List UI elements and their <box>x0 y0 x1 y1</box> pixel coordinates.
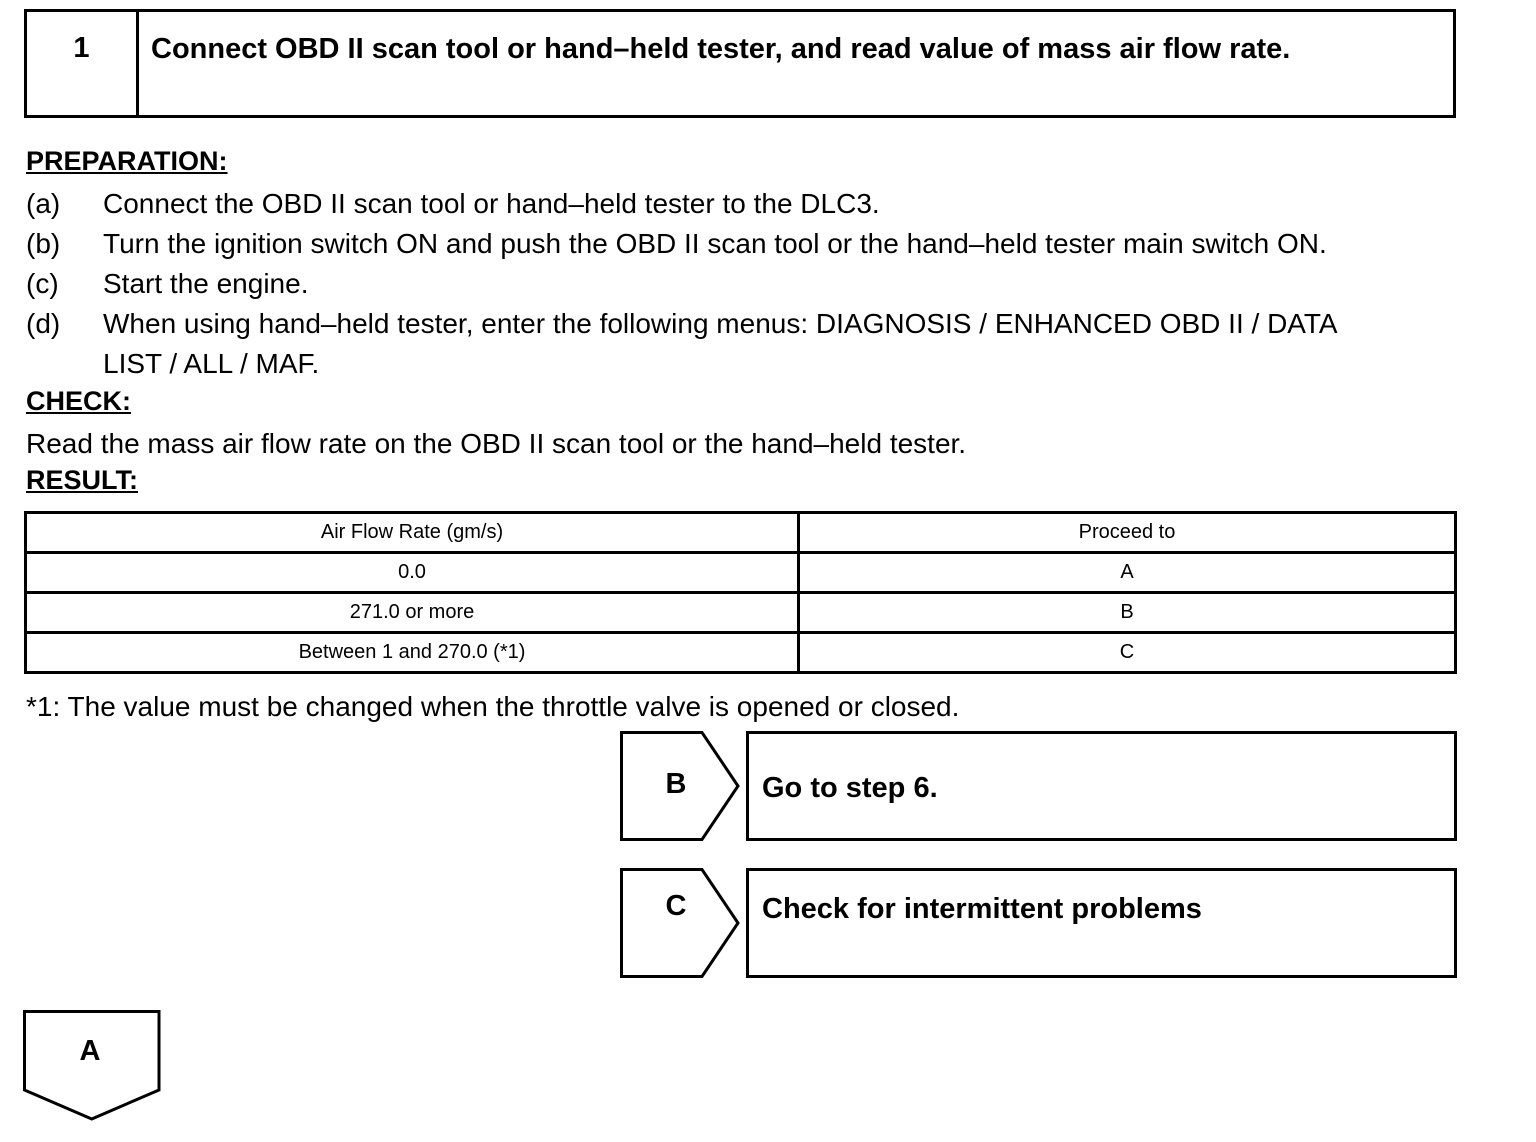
table-header-row <box>26 513 1456 553</box>
flow-c-action-box <box>746 868 1457 978</box>
flow-b-arrow-box <box>620 731 742 841</box>
table-cell: B <box>799 593 1456 633</box>
footnote: *1: The value must be changed when the throttle valve is opened or closed. <box>26 691 960 722</box>
table-row <box>26 593 1456 633</box>
prep-label-c: (c) <box>26 268 59 299</box>
prep-label-d: (d) <box>26 308 61 339</box>
result-table <box>24 511 1457 674</box>
right-arrow-shape-icon <box>620 868 742 978</box>
prep-label-a: (a) <box>26 188 61 219</box>
prep-text-a: Connect the OBD II scan tool or hand–held tester to the DLC3. <box>103 188 880 219</box>
prep-text-b: Turn the ignition switch ON and push the OBD II scan tool or the hand–held tester main switch ON. <box>103 228 1327 259</box>
table-cell: 271.0 or more <box>26 593 799 633</box>
prep-text-d-line2: LIST / ALL / MAF. <box>103 348 320 379</box>
table-cell: 0.0 <box>26 553 799 593</box>
table-header-cell: Air Flow Rate (gm/s) <box>26 513 799 553</box>
prep-label-b: (b) <box>26 228 61 259</box>
table-cell: C <box>799 633 1456 673</box>
step-number: 1 <box>27 12 139 115</box>
step-title: Connect OBD II scan tool or hand–held tester, and read value of mass air flow rate. <box>151 33 1291 65</box>
flow-b-action-box <box>746 731 1457 841</box>
prep-text-d-line1: When using hand–held tester, enter the following menus: DIAGNOSIS / ENHANCED OBD II / DATA <box>103 308 1338 339</box>
flow-c-action: Check for intermittent problems <box>762 893 1202 925</box>
prep-text-c: Start the engine. <box>103 268 309 299</box>
table-header-cell: Proceed to <box>799 513 1456 553</box>
preparation-heading: PREPARATION: <box>26 146 228 176</box>
flow-c-letter: C <box>665 890 687 922</box>
table-cell: A <box>799 553 1456 593</box>
flow-c-arrow-box <box>620 868 742 978</box>
flow-a-letter: A <box>79 1035 101 1067</box>
table-row <box>26 633 1456 673</box>
flow-b-action: Go to step 6. <box>762 772 938 804</box>
check-heading: CHECK: <box>26 386 131 416</box>
flow-a-arrow-box <box>23 1010 161 1122</box>
check-text: Read the mass air flow rate on the OBD II scan tool or the hand–held tester. <box>26 428 967 459</box>
flow-b-letter: B <box>665 768 687 800</box>
table-cell: Between 1 and 270.0 (*1) <box>26 633 799 673</box>
result-heading: RESULT: <box>26 465 138 495</box>
step-header <box>24 9 1456 118</box>
table-row <box>26 553 1456 593</box>
